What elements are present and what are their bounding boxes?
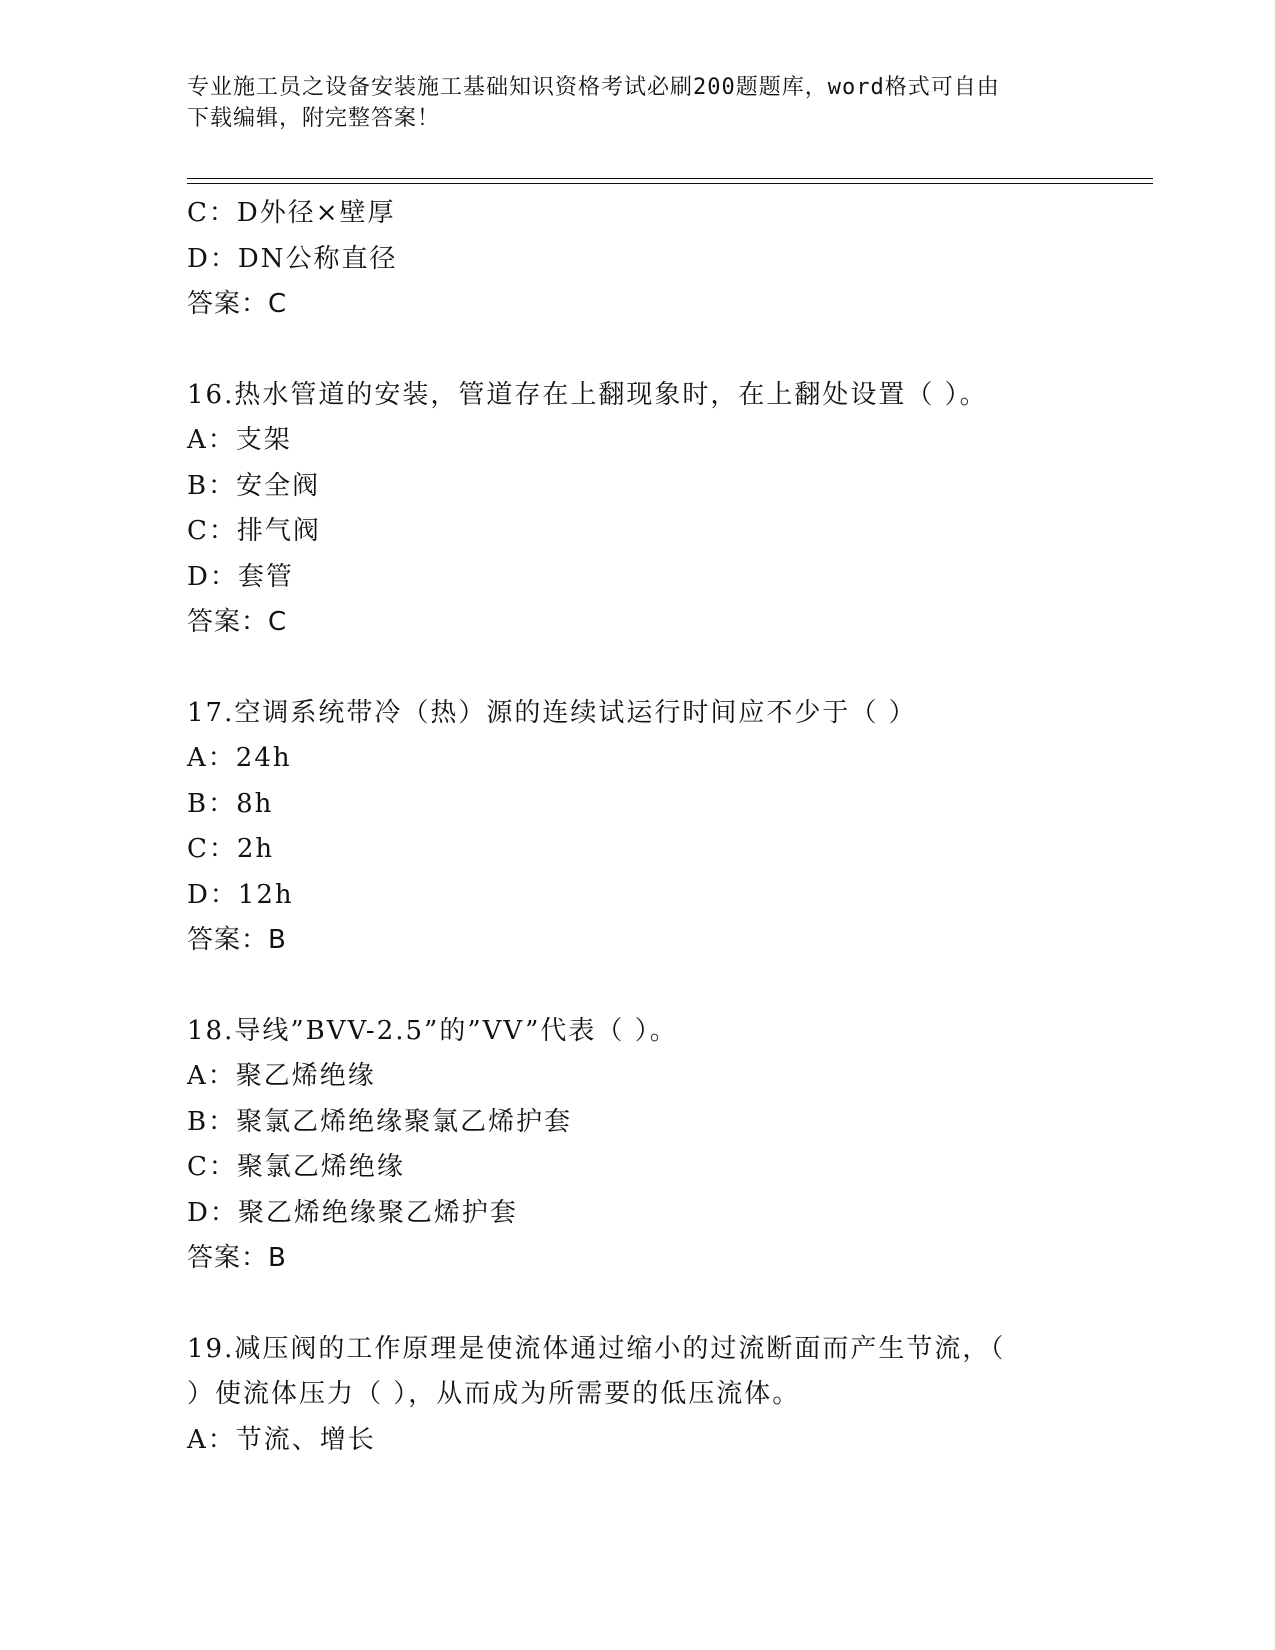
option-a: A：支架 [187, 425, 292, 455]
spacer [187, 646, 1087, 691]
question-17 [187, 691, 1087, 964]
spacer [187, 328, 1087, 373]
option-b: B：安全阀 [187, 470, 321, 501]
option-c: C：D外径×壁厚 [187, 198, 396, 228]
option-c: C：2h [187, 834, 275, 864]
question-15-tail [187, 191, 1087, 328]
answer: 答案：B [187, 1243, 287, 1273]
option-b: B：8h [187, 788, 274, 819]
option-d: D：聚乙烯绝缘聚乙烯护套 [187, 1197, 518, 1228]
option-d: D：12h [187, 879, 294, 910]
spacer [187, 1282, 1087, 1327]
header-line-2: 下载编辑，附完整答案！ [187, 106, 441, 131]
answer: 答案：C [187, 289, 288, 319]
option-d: D：套管 [187, 561, 294, 592]
header-divider [187, 178, 1153, 184]
answer: 答案：C [187, 607, 288, 637]
document-header [187, 72, 1087, 134]
spacer [187, 964, 1087, 1009]
question-list [187, 191, 1087, 1463]
question-text-line-2: ）使流体压力（ ），从而成为所需要的低压流体。 [187, 1379, 801, 1409]
answer: 答案：B [187, 925, 287, 955]
question-19 [187, 1327, 1087, 1464]
question-text: 18.导线”BVV-2.5”的”VV”代表（ ）。 [187, 1015, 678, 1046]
header-line-1: 专业施工员之设备安装施工基础知识资格考试必刷200题题库，word格式可自由 [187, 75, 1000, 100]
option-b: B：聚氯乙烯绝缘聚氯乙烯护套 [187, 1106, 573, 1137]
question-text-line-1: 19.减压阀的工作原理是使流体通过缩小的过流断面而产生节流，（ [187, 1333, 1006, 1364]
question-16 [187, 373, 1087, 646]
option-d: D：DN公称直径 [187, 243, 398, 274]
option-a: A：节流、增长 [187, 1424, 376, 1455]
question-text: 17.空调系统带冷（热）源的连续试运行时间应不少于（ ） [187, 697, 917, 728]
option-a: A：24h [187, 743, 292, 773]
option-c: C：聚氯乙烯绝缘 [187, 1152, 405, 1182]
question-18 [187, 1009, 1087, 1282]
option-a: A：聚乙烯绝缘 [187, 1061, 376, 1091]
question-text: 16.热水管道的安装，管道存在上翻现象时，在上翻处设置（ ）。 [187, 379, 988, 410]
option-c: C：排气阀 [187, 516, 321, 546]
